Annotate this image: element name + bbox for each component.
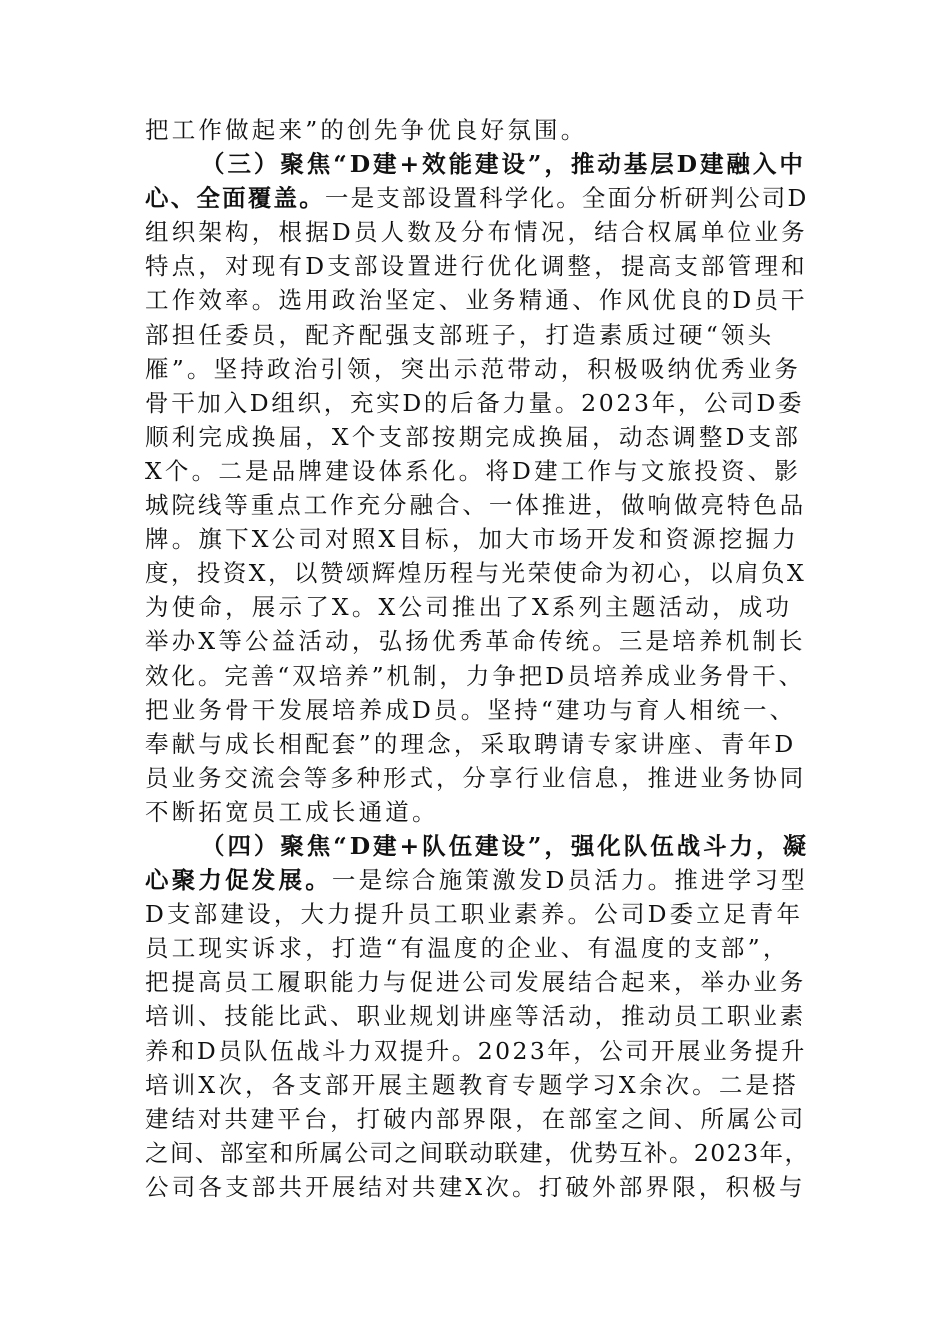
heading-text: （三）聚焦“D建+效能建设”，推动基层D建融入中: [201, 150, 806, 179]
text-line: [145, 624, 810, 658]
text-line: [145, 863, 810, 897]
text-line: [145, 318, 810, 352]
body-text-segment: 为使命，展示了X。X公司推出了X系列主题活动，成功: [145, 593, 793, 622]
body-text-segment: 之间、部室和所属公司之间联动联建，优势互补。2023年，: [145, 1138, 810, 1167]
body-text-segment: 把工作做起来”的创先争优良好氛围。: [145, 116, 588, 144]
text-line: [145, 488, 810, 522]
body-text-segment: 城院线等重点工作充分融合、一体推进，做响做亮特色品: [145, 491, 807, 520]
body-text-segment: D支部建设，大力提升员工职业素养。公司D委立足青年: [145, 900, 804, 929]
text-line: [145, 181, 810, 215]
body-text-segment: 组织架构，根据D员人数及分布情况，结合权属单位业务: [145, 218, 808, 247]
body-text-segment: 顺利完成换届，X个支部按期完成换届，动态调整D支部: [145, 422, 802, 451]
text-line: [145, 795, 810, 829]
body-text-segment: X个。二是品牌建设体系化。将D建工作与文旅投资、影: [145, 456, 802, 485]
text-line: [145, 454, 810, 488]
body-text-segment: 不断拓宽员工成长通道。: [145, 797, 439, 826]
body-text: [145, 113, 810, 1204]
body-text-segment: 一是综合施策激发D员活力。推进学习型: [331, 866, 808, 895]
text-line: [145, 283, 810, 317]
text-line: [145, 556, 810, 590]
text-line: [145, 1034, 810, 1068]
body-text-segment: 奉献与成长相配套”的理念，采取聘请专家讲座、青年D: [145, 729, 797, 758]
body-text-segment: 把业务骨干发展培养成D员。坚持“建功与育人相统一、: [145, 695, 797, 724]
body-text-segment: 工作效率。选用政治坚定、业务精通、作风优良的D员干: [145, 286, 808, 315]
text-line: [145, 147, 810, 181]
body-text-segment: 培训X次，各支部开展主题教育专题学习X余次。二是搭: [145, 1070, 799, 1099]
body-text-segment: 员工现实诉求，打造“有温度的企业、有温度的支部”，: [145, 934, 790, 963]
body-text-segment: 一是支部设置科学化。全面分析研判公司D: [324, 184, 809, 213]
body-text-segment: 把提高员工履职能力与促进公司发展结合起来，举办业务: [145, 968, 807, 997]
text-line: [145, 386, 810, 420]
heading-text: 心、全面覆盖。: [145, 184, 325, 213]
body-text-segment: 建结对共建平台，打破内部界限，在部室之间、所属公司: [145, 1104, 807, 1133]
text-line: [145, 420, 810, 454]
text-line: [145, 249, 810, 283]
text-line: [145, 352, 810, 386]
text-line: [145, 522, 810, 556]
body-text-segment: 牌。旗下X公司对照X目标，加大市场开发和资源挖掘力: [145, 525, 799, 554]
text-line: [145, 693, 810, 727]
text-line: [145, 1068, 810, 1102]
text-line: [145, 590, 810, 624]
text-line: [145, 1136, 810, 1170]
body-text-segment: 特点，对现有D支部设置进行优化调整，提高支部管理和: [145, 252, 808, 281]
text-line: [145, 829, 810, 863]
body-text-segment: 员业务交流会等多种形式，分享行业信息，推进业务协同: [145, 763, 807, 792]
body-text-segment: 举办X等公益活动，弘扬优秀革命传统。三是培养机制长: [145, 627, 806, 656]
text-line: [145, 215, 810, 249]
body-text-segment: 度，投资X，以赞颂辉煌历程与光荣使命为初心，以肩负X: [145, 559, 807, 588]
text-line: [145, 965, 810, 999]
text-line: [145, 1170, 810, 1204]
body-text-segment: 效化。完善“双培养”机制，力争把D员培养成业务骨干、: [145, 661, 806, 690]
body-text-segment: 骨干加入D组织，充实D的后备力量。2023年，公司D委: [145, 388, 805, 417]
body-text-segment: 养和D员队伍战斗力双提升。2023年，公司开展业务提升: [145, 1036, 807, 1065]
text-line: [145, 897, 810, 931]
heading-text: （四）聚焦“D建+队伍建设”，强化队伍战斗力，凝: [201, 831, 809, 860]
text-line: [145, 659, 810, 693]
body-text-segment: 培训、技能比武、职业规划讲座等活动，推动员工职业素: [145, 1002, 807, 1031]
text-line: [145, 931, 810, 965]
text-line: [145, 761, 810, 795]
heading-text: 心聚力促发展。: [145, 866, 332, 895]
text-line: [145, 113, 810, 147]
body-text-segment: 雁”。坚持政治引领，突出示范带动，积极吸纳优秀业务: [145, 354, 802, 383]
body-text-segment: 公司各支部共开展结对共建X次。打破外部界限，积极与: [145, 1172, 806, 1201]
body-text-segment: 部担任委员，配齐配强支部班子，打造素质过硬“领头: [145, 320, 775, 349]
text-line: [145, 727, 810, 761]
text-line: [145, 999, 810, 1033]
text-line: [145, 1102, 810, 1136]
